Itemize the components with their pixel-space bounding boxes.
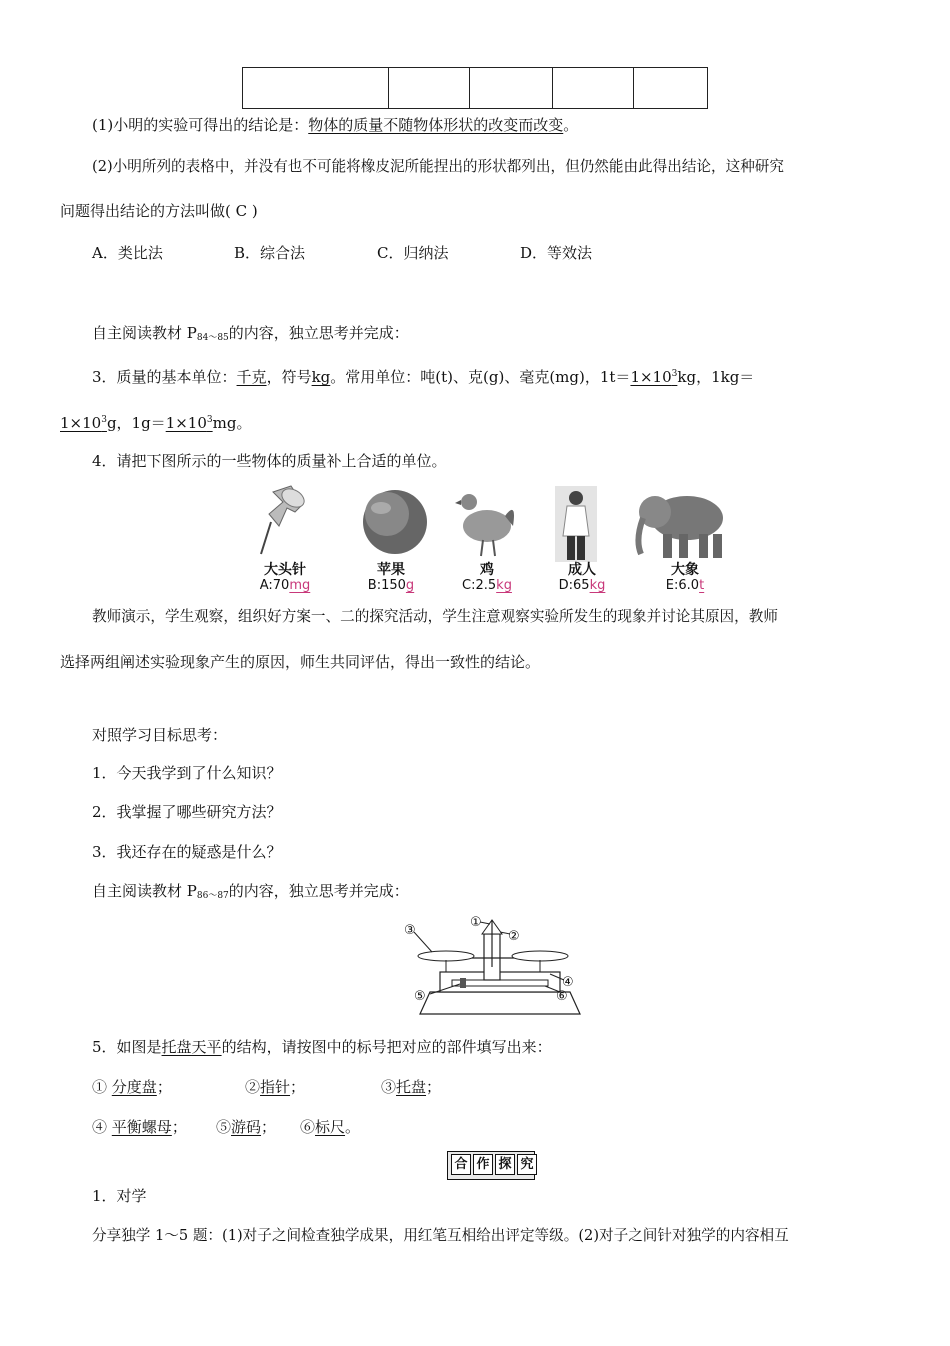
question-5 (92, 1037, 552, 1057)
object-unit: kg (496, 578, 512, 593)
q3-kg-unit: g，1g＝ (106, 414, 166, 432)
part-4: ④ 平衡螺母； (92, 1118, 187, 1136)
balance-label-3: ③ (404, 923, 416, 938)
q3-t-exp: 3 (671, 369, 678, 379)
object-unit: t (699, 578, 705, 593)
person-icon (555, 486, 597, 562)
q3-kg-value: 1×10 (60, 414, 102, 432)
object-name: 大头针 (264, 562, 306, 578)
part-name: 托盘 (396, 1078, 427, 1096)
q5-term: 托盘天平 (161, 1038, 222, 1056)
q3-text-c: 。常用单位：吨(t)、克(g)、毫克(mg)，1t＝ (330, 368, 631, 386)
q3-kg-answer (60, 414, 107, 432)
object-value: A:70 (259, 578, 290, 593)
apple-icon (363, 490, 427, 554)
option-a: A．类比法 (92, 244, 163, 262)
object-pushpin (250, 563, 320, 593)
q5-text-b: 的结构，请按图中的标号把对应的部件填写出来： (221, 1038, 552, 1056)
part-name: 标尺 (315, 1118, 346, 1136)
q3-symbol: kg (311, 368, 331, 386)
table-cell (470, 68, 553, 109)
pair-text: 分享独学 1～5 题：(1)对子之间检查独学成果，用红笔互相给出评定等级。(2)对子之间针对独学的内容相互 (92, 1227, 789, 1244)
q3-kg-exp: 3 (101, 415, 107, 425)
object-chicken (452, 563, 522, 593)
reading-pages: 84～85 (196, 333, 229, 343)
reflect-item-3: 3．我还存在的疑惑是什么？ (92, 843, 282, 861)
shape-table (242, 67, 708, 109)
objects-illustration (255, 484, 735, 564)
table-cell (389, 68, 470, 109)
object-apple (356, 563, 426, 593)
balance-label-6: ⑥ (556, 989, 568, 1004)
part-num: ① (92, 1078, 108, 1096)
question-4: 4．请把下图所示的一些物体的质量补上合适的单位。 (92, 452, 447, 470)
section-char: 作 (473, 1154, 493, 1175)
chicken-icon (455, 494, 514, 556)
reflect-title: 对照学习目标思考： (92, 726, 228, 744)
teacher-text-line1: 教师演示，学生观察，组织好方案一、二的探究活动，学生注意观察实验所发生的现象并讨论其原因，教师 (92, 608, 778, 625)
balance-label-2: ② (508, 929, 520, 944)
balance-label-1: ① (470, 915, 482, 930)
q3-g-unit: mg。 (212, 414, 252, 432)
pair-title: 1．对学 (92, 1187, 147, 1205)
part-name: 游码 (231, 1118, 262, 1136)
elephant-icon (638, 496, 723, 558)
part-num: ② (245, 1078, 261, 1096)
teacher-text-line2: 选择两组阐述实验现象产生的原因，师生共同评估，得出一致性的结论。 (60, 653, 541, 671)
section-header (451, 1154, 537, 1175)
conclusion-answer: 物体的质量不随物体形状的改变而改变 (308, 116, 564, 134)
part-2: ②指针； (245, 1078, 306, 1096)
q3-t-answer (630, 368, 677, 386)
object-elephant (650, 563, 720, 593)
part-name: 分度盘 (111, 1078, 157, 1096)
q3-g-answer (166, 414, 213, 432)
part-name: 平衡螺母 (111, 1118, 172, 1136)
table-cell (553, 68, 634, 109)
object-value: C:2.5 (462, 578, 497, 593)
q3-t-unit: kg，1kg＝ (677, 368, 755, 386)
q3-g-value: 1×10 (165, 414, 207, 432)
object-name: 鸡 (480, 562, 494, 578)
object-name: 大象 (671, 562, 699, 578)
part-5: ⑤游码； (216, 1118, 277, 1136)
reflect-item-2: 2．我掌握了哪些研究方法？ (92, 803, 282, 821)
conclusion-line (92, 115, 578, 135)
method-question-line1: (2)小明所列的表格中，并没有也不可能将橡皮泥所能捏出的形状都列出，但仍然能由此得出结论，这种研究 (92, 158, 784, 175)
part-6: ⑥标尺。 (300, 1118, 361, 1136)
option-c: C．归纳法 (377, 244, 449, 262)
part-num: ④ (92, 1118, 108, 1136)
part-3: ③托盘； (381, 1078, 442, 1096)
section-char: 究 (517, 1154, 537, 1175)
object-unit: g (405, 578, 415, 593)
reading-instruction-2 (92, 881, 409, 906)
object-name: 苹果 (377, 562, 405, 578)
object-unit: mg (289, 578, 311, 593)
q3-unit: 千克 (236, 368, 267, 386)
section-char: 探 (495, 1154, 515, 1175)
question-3-line2 (60, 410, 251, 433)
reading-prefix: 自主阅读教材 P (92, 882, 197, 900)
method-question-line2: 问题得出结论的方法叫做( C ) (60, 202, 258, 220)
part-num: ③ (381, 1078, 397, 1096)
balance-diagram (400, 912, 590, 1024)
option-d: D．等效法 (520, 244, 593, 262)
part-1: ① 分度盘； (92, 1078, 172, 1096)
object-adult (547, 563, 617, 593)
pushpin-icon (261, 485, 307, 554)
conclusion-prefix: (1)小明的实验可得出的结论是： (92, 116, 309, 134)
reading-pages: 86～87 (196, 891, 229, 901)
q3-g-exp: 3 (206, 415, 213, 425)
table-cell (243, 68, 389, 109)
conclusion-suffix: 。 (563, 116, 579, 134)
option-b: B．综合法 (234, 244, 306, 262)
part-num: ⑤ (216, 1118, 232, 1136)
table-cell (634, 68, 708, 109)
q3-text-b: ，符号 (266, 368, 312, 386)
q5-text-a: 5．如图是 (92, 1038, 162, 1056)
object-value: D:65 (558, 578, 590, 593)
question-3-line1 (92, 364, 754, 387)
q3-t-value: 1×10 (630, 368, 672, 386)
object-unit: kg (589, 578, 606, 593)
reflect-item-1: 1．今天我学到了什么知识？ (92, 764, 282, 782)
balance-label-5: ⑤ (414, 989, 426, 1004)
part-name: 指针 (260, 1078, 291, 1096)
q3-text-a: 3．质量的基本单位： (92, 368, 237, 386)
reading-suffix: 的内容，独立思考并完成： (228, 882, 409, 900)
section-char: 合 (451, 1154, 471, 1175)
balance-label-4: ④ (562, 975, 574, 990)
part-num: ⑥ (300, 1118, 316, 1136)
reading-suffix: 的内容，独立思考并完成： (228, 324, 409, 342)
reading-prefix: 自主阅读教材 P (92, 324, 197, 342)
reading-instruction-1 (92, 323, 409, 348)
object-value: B:150 (367, 578, 406, 593)
object-name: 成人 (568, 562, 596, 578)
object-value: E:6.0 (665, 578, 700, 593)
